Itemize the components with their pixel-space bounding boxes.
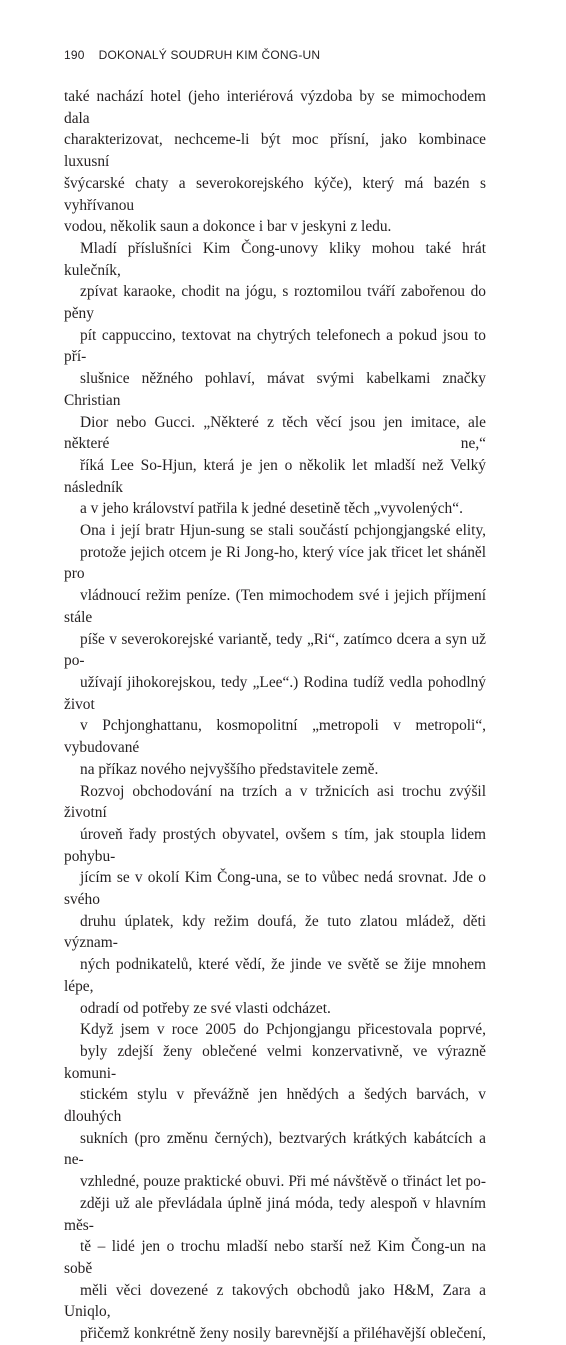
text-line: úroveň řady prostých obyvatel, ovšem s tím, jak stoupla lidem pohybu- — [64, 825, 486, 865]
text-line: slušnice něžného pohlaví, mávat svými kabelkami značky Christian — [64, 370, 486, 409]
text-line: vládnoucí režim peníze. (Ten mimochodem své i jejich příjmení stále — [64, 587, 486, 626]
paragraph — [64, 1019, 486, 1345]
text-line: Ona i její bratr Hjun-sung se stali součástí pchjongjangské elity, — [80, 522, 486, 540]
text-line: švýcarské chaty a severokorejského kýče), který má bazén s vyhřívanou — [64, 174, 486, 214]
paragraph — [64, 781, 486, 1020]
text-line: byly zdejší ženy oblečené velmi konzervativně, ve výrazně komuni- — [64, 1042, 486, 1082]
text-line: charakterizovat, nechceme-li být moc přísní, jako kombinace luxusní — [64, 131, 486, 171]
text-line: Rozvoj obchodování na trzích a v tržnicích asi trochu zvýšil životní — [64, 782, 486, 822]
text-line: na příkaz nového nejvyššího představitele země. — [80, 760, 379, 778]
text-line: jícím se v okolí Kim Čong-una, se to vůbec nedá srovnat. Jde o svého — [64, 869, 486, 909]
text-line: zpívat karaoke, chodit na jógu, s roztomilou tváří zabořenou do pěny — [64, 283, 486, 323]
paragraph — [64, 86, 486, 238]
text-line: protože jejich otcem je Ri Jong-ho, který více jak třicet let sháněl pro — [64, 543, 486, 583]
text-line: stickém stylu v převážně jen hnědých a šedých barvách, v dlouhých — [64, 1086, 486, 1126]
text-line: Když jsem v roce 2005 do Pchjongjangu přicestovala poprvé, — [80, 1021, 486, 1039]
text-line: Mladí příslušníci Kim Čong-unovy kliky mohou také hrát kulečník, — [64, 239, 486, 279]
text-line: také nachází hotel (jeho interiérová výzdoba by se mimochodem dala — [64, 88, 486, 127]
text-line: druhu úplatek, kdy režim doufá, že tuto zlatou mládež, děti význam- — [64, 912, 486, 952]
running-head — [64, 48, 320, 62]
text-line: ných podnikatelů, které vědí, že jinde ve světě se žije mnohem lépe, — [64, 956, 486, 995]
paragraph — [64, 238, 486, 520]
text-line: v Pchjonghattanu, kosmopolitní „metropoli v metropoli“, vybudované — [64, 717, 486, 757]
text-line: zději už ale převládala úplně jiná móda, tedy alespoň v hlavním měs- — [64, 1194, 486, 1234]
text-line: pít cappuccino, textovat na chytrých telefonech a pokud jsou to pří- — [64, 326, 486, 366]
text-line: píše v severokorejské variantě, tedy „Ri“, zatímco dcera a syn už po- — [64, 630, 486, 670]
text-line: říká Lee So-Hjun, která je jen o několik let mladší než Velký následník — [64, 456, 486, 496]
text-line: měli věci dovezené z takových obchodů jako H&M, Zara a Uniqlo, — [64, 1281, 486, 1321]
page-number: 190 — [64, 48, 85, 62]
running-title: DOKONALÝ SOUDRUH KIM ČONG-UN — [98, 48, 321, 62]
text-line: Dior nebo Gucci. „Některé z těch věcí jsou jen imitace, ale některé ne,“ — [64, 413, 486, 453]
text-line: užívají jihokorejskou, tedy „Lee“.) Rodina tudíž vedla pohodlný život — [64, 673, 486, 713]
text-line: přičemž konkrétně ženy nosily barevnější a přiléhavější oblečení, — [80, 1325, 486, 1343]
text-line: a v jeho království patřila k jedné desetině těch „vyvolených“. — [80, 500, 463, 518]
paragraph — [64, 520, 486, 780]
text-line: odradí od potřeby ze své vlasti odcházet. — [80, 999, 331, 1017]
text-line: sukních (pro změnu černých), beztvarých krátkých kabátcích a ne- — [64, 1129, 486, 1169]
text-line: tě – lidé jen o trochu mladší nebo starší než Kim Čong-un na sobě — [64, 1238, 486, 1277]
text-line: vodou, několik saun a dokonce i bar v jeskyni z ledu. — [64, 218, 392, 236]
text-line: vzhledné, pouze praktické obuvi. Při mé návštěvě o třináct let po- — [80, 1173, 486, 1191]
body-text — [64, 86, 486, 1345]
